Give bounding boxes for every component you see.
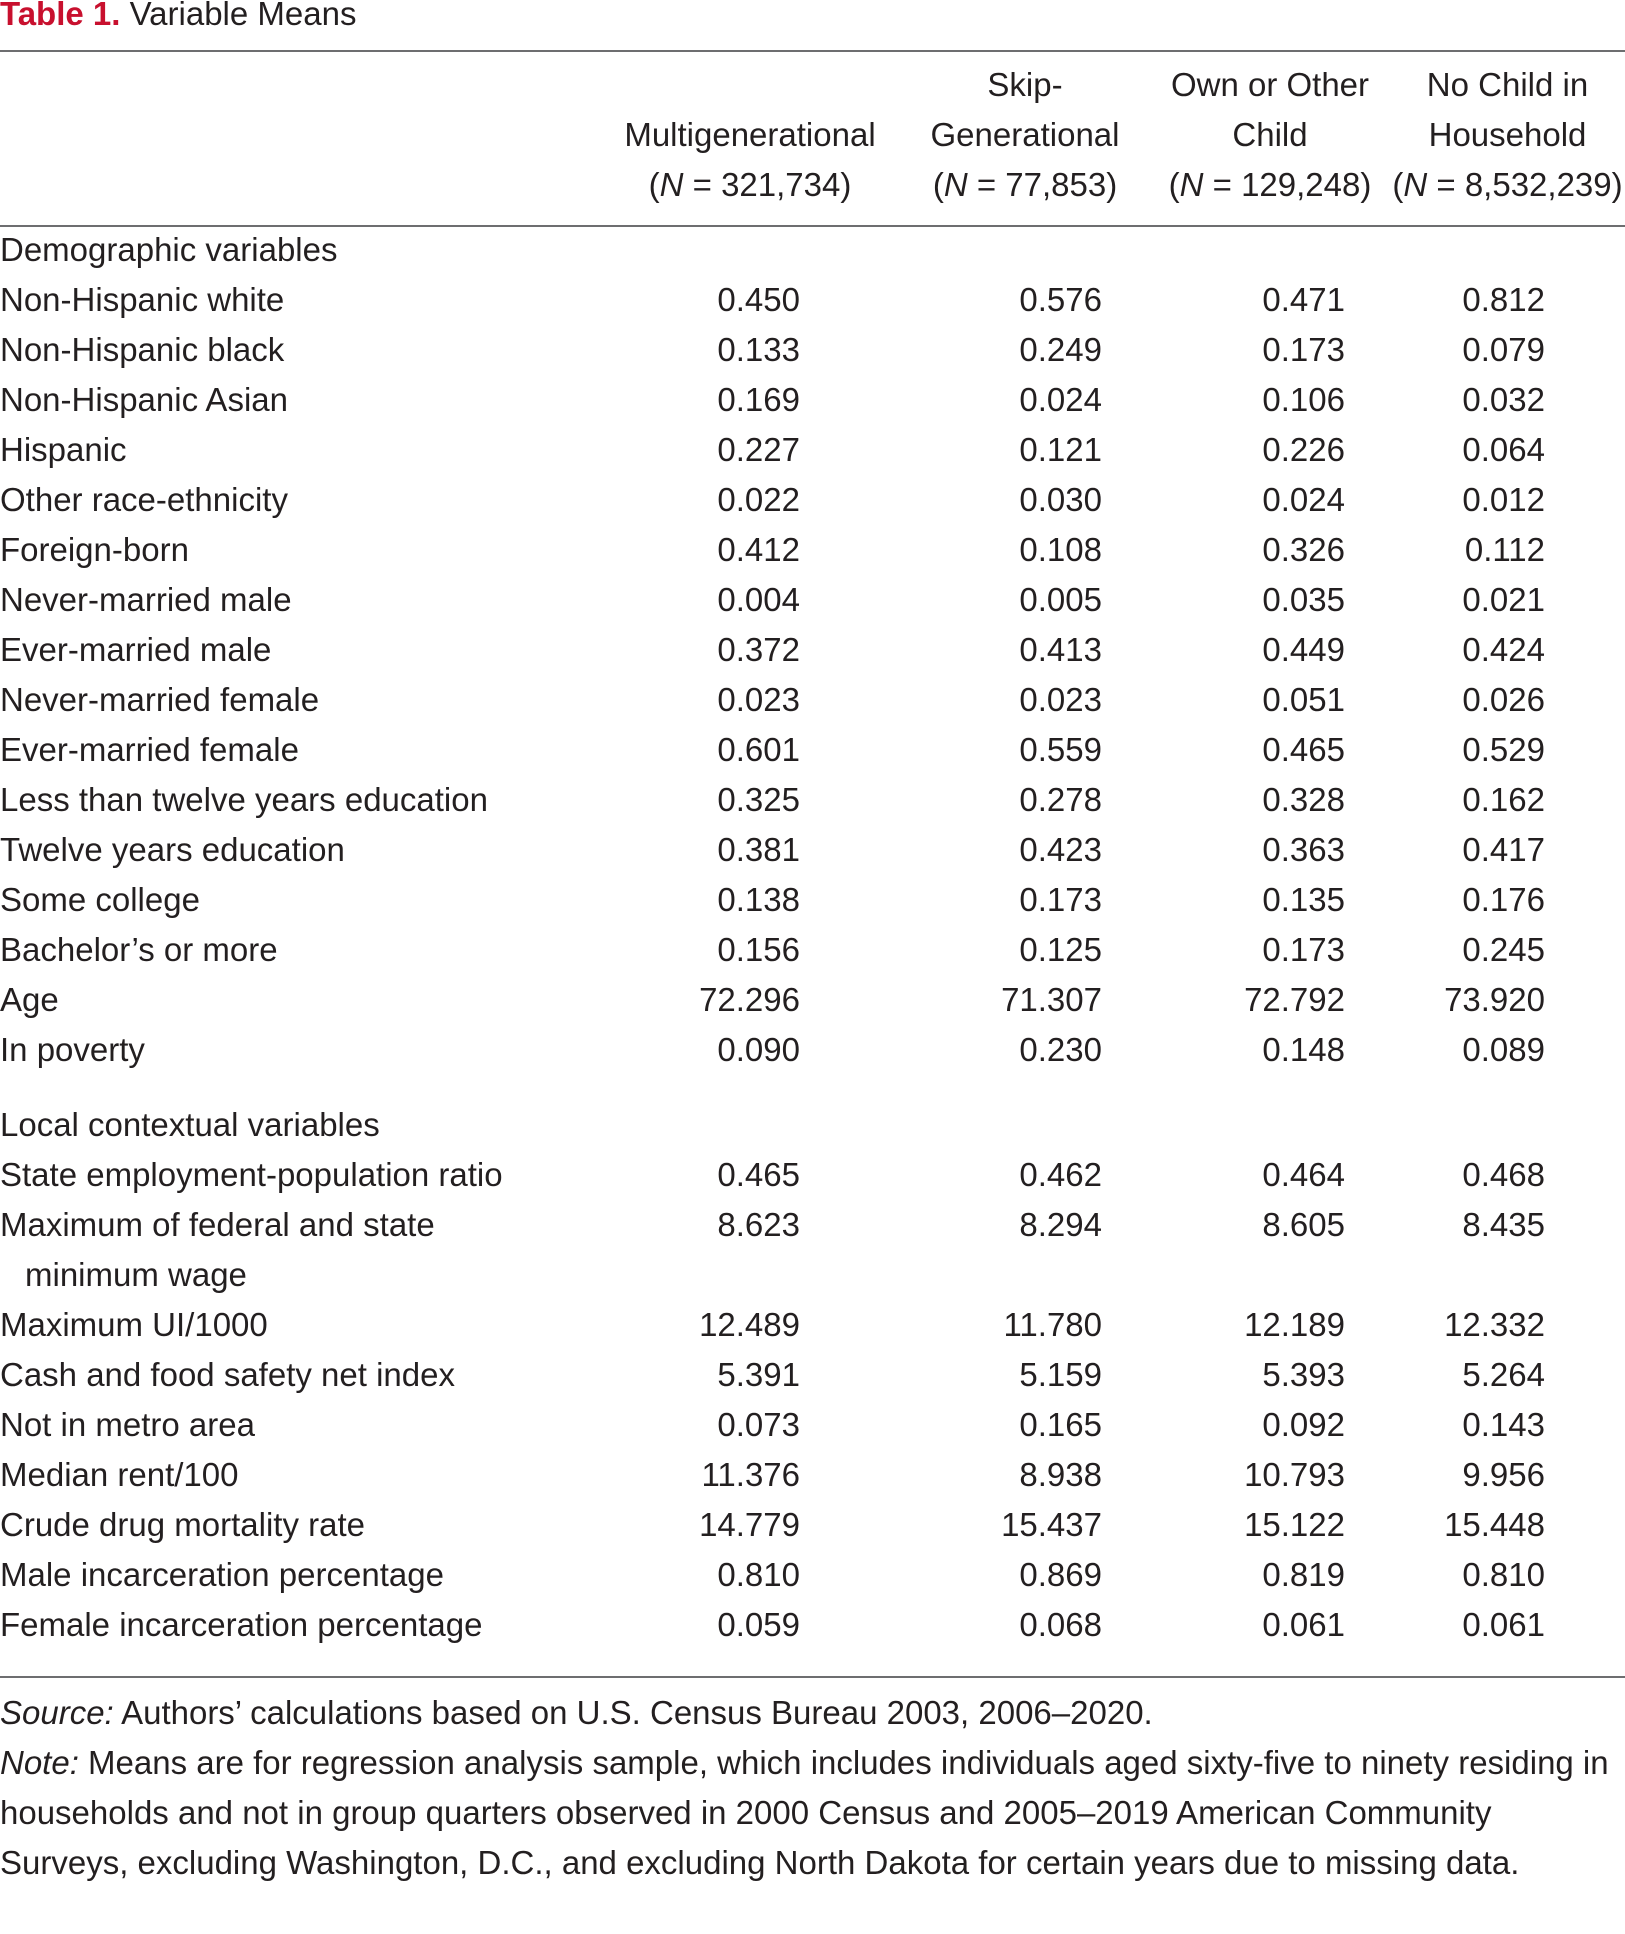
cell-value: 0.138 — [717, 881, 800, 918]
header-col2-line1: Skip- — [987, 66, 1063, 103]
row-label — [0, 1600, 600, 1650]
cell-value: 0.173 — [1262, 331, 1345, 368]
cell-value: 0.249 — [1019, 331, 1102, 368]
row-label-text: Other race-ethnicity — [0, 481, 288, 518]
cell-value: 5.393 — [1262, 1356, 1345, 1393]
cell-value: 0.245 — [1462, 931, 1545, 968]
cell-value: 0.021 — [1462, 581, 1545, 618]
cell-value: 0.064 — [1462, 431, 1545, 468]
section-title: Demographic variables — [0, 231, 338, 268]
n-value: = 8,532,239) — [1427, 166, 1623, 203]
table-body — [0, 225, 1625, 1650]
cell-value: 0.325 — [717, 781, 800, 818]
cell-value: 0.819 — [1262, 1556, 1345, 1593]
section-header-row — [0, 225, 1625, 275]
cell-value: 0.143 — [1462, 1406, 1545, 1443]
cell-value: 0.032 — [1462, 381, 1545, 418]
cell-value: 8.435 — [1462, 1206, 1545, 1243]
cell-value: 8.938 — [1019, 1456, 1102, 1493]
cell-value: 0.465 — [717, 1156, 800, 1193]
cell-value: 0.061 — [1462, 1606, 1545, 1643]
cell-value: 12.332 — [1444, 1306, 1545, 1343]
cell-value: 0.090 — [717, 1031, 800, 1068]
row-label-text: Male incarceration percentage — [0, 1556, 444, 1593]
row-label-text: Crude drug mortality rate — [0, 1506, 365, 1543]
row-label-text: Never-married female — [0, 681, 320, 718]
cell-value: 0.869 — [1019, 1556, 1102, 1593]
row-label — [0, 525, 600, 575]
cell-value: 71.307 — [1001, 981, 1102, 1018]
cell-value: 0.372 — [717, 631, 800, 668]
section-gap — [0, 1075, 1625, 1100]
header-col1-line2: Multigenerational — [624, 116, 876, 153]
header-variable-blank — [0, 60, 600, 110]
cell-value: 0.106 — [1262, 381, 1345, 418]
general-note — [0, 1738, 1625, 1888]
section-title: Local contextual variables — [0, 1106, 380, 1143]
row-label — [0, 325, 600, 375]
cell-value: 0.450 — [717, 281, 800, 318]
row-label — [0, 825, 600, 875]
row-label — [0, 1400, 600, 1450]
cell-value: 0.468 — [1462, 1156, 1545, 1193]
cell-value: 0.363 — [1262, 831, 1345, 868]
table-header — [0, 60, 1625, 225]
cell-value: 0.471 — [1262, 281, 1345, 318]
header-col1-n — [600, 160, 900, 210]
row-label — [0, 1150, 600, 1200]
n-value: = 321,734) — [683, 166, 852, 203]
row-label — [0, 1025, 600, 1075]
table-row — [0, 675, 1625, 725]
cell-value: 0.413 — [1019, 631, 1102, 668]
cell-value: 0.030 — [1019, 481, 1102, 518]
row-label-text: Twelve years education — [0, 831, 345, 868]
cell-value: 0.068 — [1019, 1606, 1102, 1643]
header-col1-line1 — [600, 60, 900, 110]
cell-value: 0.810 — [717, 1556, 800, 1593]
row-label-text: Non-Hispanic Asian — [0, 381, 288, 418]
row-label-text: Not in metro area — [0, 1406, 255, 1443]
n-label: N — [1179, 166, 1204, 203]
cell-value: 0.449 — [1262, 631, 1345, 668]
cell-value: 0.810 — [1462, 1556, 1545, 1593]
row-label-text: Ever-married female — [0, 731, 299, 768]
cell-value: 0.230 — [1019, 1031, 1102, 1068]
cell-value: 0.465 — [1262, 731, 1345, 768]
open-paren: ( — [932, 166, 944, 203]
cell-value: 0.059 — [717, 1606, 800, 1643]
cell-value: 12.189 — [1244, 1306, 1345, 1343]
table-row — [0, 1150, 1625, 1200]
row-label — [0, 1500, 600, 1550]
row-label — [0, 875, 600, 925]
row-label — [0, 575, 600, 625]
n-label: N — [659, 166, 684, 203]
cell-value: 0.424 — [1462, 631, 1545, 668]
cell-value: 0.073 — [717, 1406, 800, 1443]
header-col4-line1: No Child in — [1426, 66, 1589, 103]
cell-value: 0.135 — [1262, 881, 1345, 918]
cell-value: 0.417 — [1462, 831, 1545, 868]
row-label-text: Never-married male — [0, 581, 292, 618]
cell-value: 0.023 — [717, 681, 800, 718]
row-label-text: Cash and food safety net index — [0, 1356, 455, 1393]
cell-value: 0.024 — [1019, 381, 1102, 418]
row-label-text: State employment-population ratio — [0, 1156, 503, 1193]
cell-value: 0.601 — [717, 731, 800, 768]
cell-value: 0.227 — [717, 431, 800, 468]
cell-value: 0.051 — [1262, 681, 1345, 718]
row-label-text: Non-Hispanic white — [0, 281, 285, 318]
row-label — [0, 625, 600, 675]
row-label-text: Female incarceration percentage — [0, 1606, 483, 1643]
table-row — [0, 875, 1625, 925]
header-col3-n — [1150, 160, 1390, 210]
row-label — [0, 275, 600, 325]
n-value: = 77,853) — [967, 166, 1118, 203]
row-label — [0, 775, 600, 825]
cell-value: 5.264 — [1462, 1356, 1545, 1393]
cell-value: 0.023 — [1019, 681, 1102, 718]
table-row — [0, 775, 1625, 825]
n-label: N — [943, 166, 968, 203]
cell-value: 0.156 — [717, 931, 800, 968]
cell-value: 0.061 — [1262, 1606, 1345, 1643]
cell-value: 0.079 — [1462, 331, 1545, 368]
table-caption-title: Variable Means — [129, 0, 357, 32]
cell-value: 0.462 — [1019, 1156, 1102, 1193]
section-header-row — [0, 1100, 1625, 1150]
row-label-text: Maximum of federal and state — [0, 1206, 435, 1243]
header-col2-line2: Generational — [930, 116, 1120, 153]
header-variable-blank-2 — [0, 110, 600, 160]
cell-value: 0.381 — [717, 831, 800, 868]
table-row — [0, 625, 1625, 675]
table-row — [0, 1550, 1625, 1600]
cell-value: 0.004 — [717, 581, 800, 618]
cell-value: 0.024 — [1262, 481, 1345, 518]
cell-value: 0.012 — [1462, 481, 1545, 518]
row-label-text: Less than twelve years education — [0, 781, 488, 818]
row-label-text: Maximum UI/1000 — [0, 1306, 268, 1343]
top-rule — [0, 50, 1625, 52]
cell-value: 0.125 — [1019, 931, 1102, 968]
cell-value: 0.005 — [1019, 581, 1102, 618]
table-row — [0, 425, 1625, 475]
header-col4-n — [1390, 160, 1625, 210]
cell-value: 10.793 — [1244, 1456, 1345, 1493]
row-label — [0, 725, 600, 775]
cell-value: 0.173 — [1019, 881, 1102, 918]
table-row — [0, 1025, 1625, 1075]
table-notes — [0, 1688, 1625, 1888]
header-spacer — [0, 210, 1625, 225]
cell-value: 0.035 — [1262, 581, 1345, 618]
row-label — [0, 1350, 600, 1400]
cell-value: 0.226 — [1262, 431, 1345, 468]
cell-value: 11.780 — [1003, 1306, 1102, 1343]
row-label — [0, 675, 600, 725]
n-value: = 129,248) — [1203, 166, 1372, 203]
row-label-text: Bachelor’s or more — [0, 931, 278, 968]
cell-value: 5.391 — [717, 1356, 800, 1393]
header-variable-blank-3 — [0, 160, 600, 210]
cell-value: 0.092 — [1262, 1406, 1345, 1443]
cell-value: 0.812 — [1462, 281, 1545, 318]
row-label — [0, 425, 600, 475]
cell-value: 0.133 — [717, 331, 800, 368]
table-row — [0, 575, 1625, 625]
table-row — [0, 925, 1625, 975]
table-row — [0, 725, 1625, 775]
table-row — [0, 325, 1625, 375]
row-label — [0, 1550, 600, 1600]
bottom-rule — [0, 1676, 1625, 1678]
cell-value: 0.026 — [1462, 681, 1545, 718]
cell-value: 0.089 — [1462, 1031, 1545, 1068]
cell-value: 0.162 — [1462, 781, 1545, 818]
cell-value: 8.623 — [717, 1206, 800, 1243]
row-label — [0, 925, 600, 975]
cell-value: 9.956 — [1462, 1456, 1545, 1493]
row-label-continuation: minimum wage — [25, 1256, 247, 1293]
header-col3-line1: Own or Other — [1170, 66, 1370, 103]
table-row — [0, 1600, 1625, 1650]
cell-value: 8.605 — [1262, 1206, 1345, 1243]
row-label — [0, 975, 600, 1025]
table-row — [0, 975, 1625, 1025]
table-row — [0, 1300, 1625, 1350]
means-table — [0, 60, 1625, 1650]
cell-value: 0.173 — [1262, 931, 1345, 968]
table-row — [0, 1500, 1625, 1550]
open-paren: ( — [1168, 166, 1180, 203]
cell-value: 14.779 — [699, 1506, 800, 1543]
row-label — [0, 1200, 600, 1300]
table-row — [0, 1450, 1625, 1500]
source-lead: Source: — [0, 1694, 114, 1731]
table-row — [0, 1400, 1625, 1450]
cell-value: 15.448 — [1444, 1506, 1545, 1543]
table-caption — [0, 0, 356, 34]
cell-value: 12.489 — [699, 1306, 800, 1343]
source-note — [0, 1688, 1625, 1738]
cell-value: 0.529 — [1462, 731, 1545, 768]
cell-value: 0.169 — [717, 381, 800, 418]
row-label — [0, 475, 600, 525]
cell-value: 11.376 — [701, 1456, 800, 1493]
row-label — [0, 1450, 600, 1500]
table-row — [0, 375, 1625, 425]
header-col2-n — [900, 160, 1150, 210]
row-label-text: In poverty — [0, 1031, 145, 1068]
cell-value: 8.294 — [1019, 1206, 1102, 1243]
cell-value: 0.328 — [1262, 781, 1345, 818]
open-paren: ( — [648, 166, 660, 203]
row-label-text: Age — [0, 981, 59, 1018]
table-row — [0, 475, 1625, 525]
table-caption-label: Table 1. — [0, 0, 121, 32]
cell-value: 0.176 — [1462, 881, 1545, 918]
row-label-text: Hispanic — [0, 431, 127, 468]
note-lead: Note: — [0, 1744, 79, 1781]
cell-value: 5.159 — [1019, 1356, 1102, 1393]
cell-value: 73.920 — [1444, 981, 1545, 1018]
cell-value: 0.326 — [1262, 531, 1345, 568]
row-label-text: Median rent/100 — [0, 1456, 239, 1493]
table-row — [0, 825, 1625, 875]
row-label-text: Some college — [0, 881, 200, 918]
row-label-text: Ever-married male — [0, 631, 272, 668]
header-col3-line2: Child — [1232, 116, 1308, 153]
cell-value: 0.112 — [1464, 531, 1545, 568]
n-label: N — [1403, 166, 1428, 203]
row-label-text: Foreign-born — [0, 531, 189, 568]
cell-value: 0.576 — [1019, 281, 1102, 318]
cell-value: 0.108 — [1019, 531, 1102, 568]
cell-value: 0.464 — [1262, 1156, 1345, 1193]
cell-value: 72.296 — [699, 981, 800, 1018]
cell-value: 0.423 — [1019, 831, 1102, 868]
row-label — [0, 1300, 600, 1350]
cell-value: 0.412 — [717, 531, 800, 568]
table-row — [0, 1350, 1625, 1400]
cell-value: 15.437 — [1001, 1506, 1102, 1543]
cell-value: 0.148 — [1262, 1031, 1345, 1068]
source-text: Authors’ calculations based on U.S. Census Bureau 2003, 2006–2020. — [113, 1694, 1153, 1731]
cell-value: 0.559 — [1019, 731, 1102, 768]
cell-value: 15.122 — [1244, 1506, 1345, 1543]
table-row — [0, 275, 1625, 325]
cell-value: 72.792 — [1244, 981, 1345, 1018]
cell-value: 0.165 — [1019, 1406, 1102, 1443]
cell-value: 0.022 — [717, 481, 800, 518]
table-row — [0, 525, 1625, 575]
row-label — [0, 375, 600, 425]
row-label-text: Non-Hispanic black — [0, 331, 285, 368]
cell-value: 0.278 — [1019, 781, 1102, 818]
cell-value: 0.121 — [1019, 431, 1102, 468]
open-paren: ( — [1392, 166, 1404, 203]
header-col4-line2: Household — [1428, 116, 1587, 153]
table-row — [0, 1200, 1625, 1300]
note-text: Means are for regression analysis sample, which includes individuals aged sixty-five to ninety residing in households and not in group quarters observed in 2000 Census and 2005–2019 American Community Surveys, excluding Washington, D.C., and excluding North Dakota for certain years due to missing data. — [0, 1744, 1609, 1881]
